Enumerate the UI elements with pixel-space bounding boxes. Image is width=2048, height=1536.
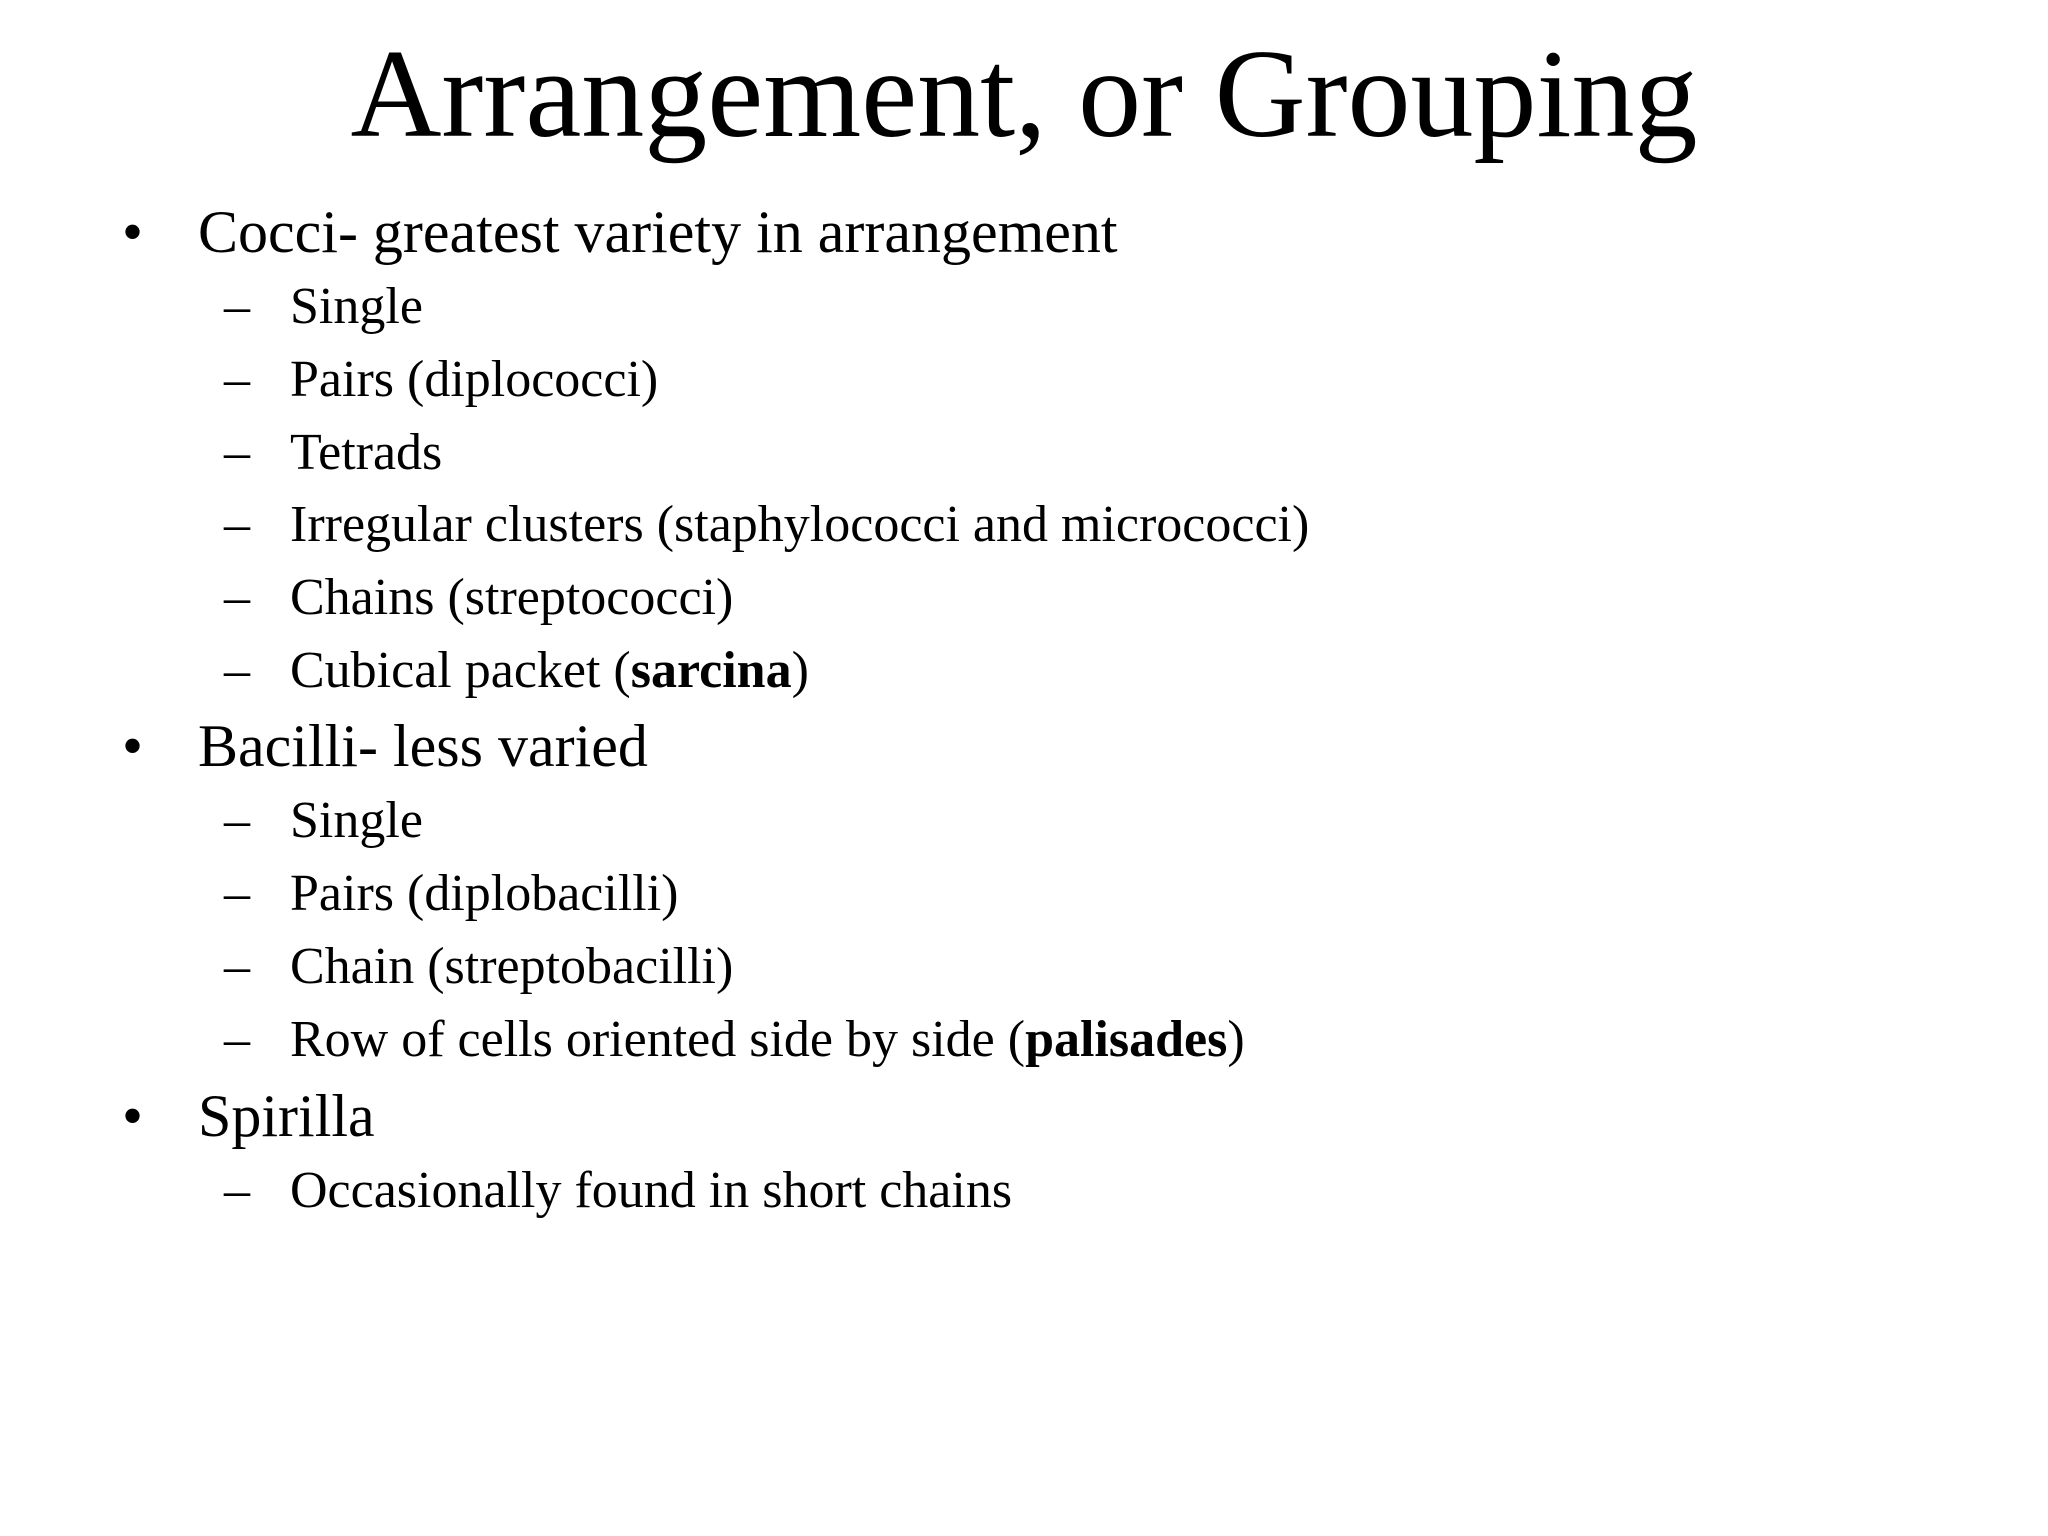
sub-item-text: Tetrads — [290, 424, 443, 481]
sub-item-text: Chain (streptobacilli) — [290, 938, 734, 995]
sub-item-text: Pairs (diplobacilli) — [290, 865, 679, 922]
bullet-text: Cocci- greatest variety in arrangement — [198, 199, 1118, 265]
sub-item-text: Irregular clusters (staphylococci and micrococci) — [290, 496, 1310, 553]
dash-icon: – — [224, 642, 250, 699]
text-segment: Cubical packet ( — [290, 642, 631, 699]
text-segment: ) — [791, 642, 809, 699]
dash-icon: – — [224, 938, 250, 995]
sub-item-text: Single — [290, 792, 423, 849]
dash-icon: – — [224, 351, 250, 408]
dash-icon: – — [224, 424, 250, 481]
sub-item-text — [290, 639, 809, 703]
dash-icon: – — [224, 1011, 250, 1068]
bullet-icon: • — [122, 713, 144, 779]
dash-icon: – — [224, 865, 250, 922]
bullet-text: Spirilla — [198, 1083, 375, 1149]
dash-icon: – — [224, 496, 250, 553]
text-segment: Row of cells oriented side by side ( — [290, 1011, 1026, 1068]
dash-icon: – — [224, 278, 250, 335]
sub-item-text: Pairs (diplococci) — [290, 351, 659, 408]
bullet-text: Bacilli- less varied — [198, 713, 648, 779]
sub-item-text — [290, 1008, 1245, 1072]
sub-item-text: Single — [290, 278, 423, 335]
slide-title: Arrangement, or Grouping — [350, 25, 1698, 164]
sub-item-text: Occasionally found in short chains — [290, 1162, 1013, 1219]
bold-term-sarcina: sarcina — [630, 642, 792, 699]
dash-icon: – — [224, 569, 250, 626]
text-segment: ) — [1227, 1011, 1245, 1068]
bullet-icon: • — [122, 1083, 144, 1149]
bullet-icon: • — [122, 199, 144, 265]
dash-icon: – — [224, 792, 250, 849]
sub-item-text: Chains (streptococci) — [290, 569, 734, 626]
bold-term-palisades: palisades — [1025, 1011, 1228, 1068]
dash-icon: – — [224, 1162, 250, 1219]
